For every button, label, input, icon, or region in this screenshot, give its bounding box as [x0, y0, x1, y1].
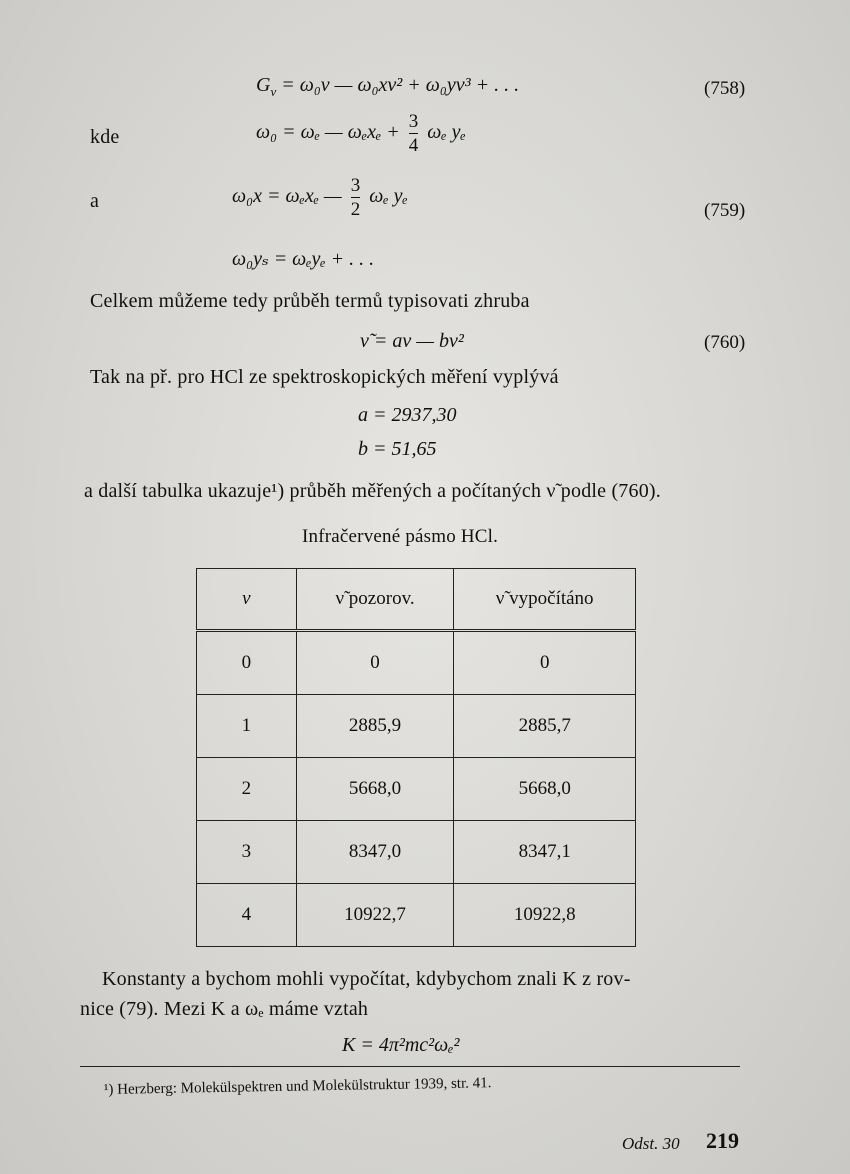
paragraph-table-intro: a další tabulka ukazuje¹) průběh měřených a počítaných ν̃ podle (760).	[84, 480, 661, 502]
cell-calculated: 5668,0	[454, 758, 636, 821]
equation-number-758: (758)	[704, 78, 746, 99]
cell-v: 0	[197, 631, 297, 695]
fraction-three-quarters: $\frac{3}{4}$	[408, 111, 419, 156]
equation-number-760: (760)	[704, 332, 746, 353]
cell-v: 4	[197, 884, 297, 947]
cell-calculated: 8347,1	[454, 821, 636, 884]
table-row	[197, 631, 636, 695]
cell-v: 2	[197, 758, 297, 821]
a-value: a = 2937,30	[358, 404, 457, 426]
cell-calculated: 2885,7	[454, 695, 636, 758]
cell-v: 1	[197, 695, 297, 758]
cell-observed: 8347,0	[296, 821, 454, 884]
table-header-row	[197, 569, 636, 631]
cell-calculated: 10922,8	[454, 884, 636, 947]
cell-observed: 0	[296, 631, 454, 695]
k-formula: K = 4π²mc²ωₑ²	[342, 1034, 460, 1056]
table-row	[197, 884, 636, 947]
infrared-band-table	[196, 568, 636, 947]
cell-v: 3	[197, 821, 297, 884]
omega-y-equation: ω₀yₛ = ωₑyₑ + . . .	[232, 248, 375, 270]
table-row	[197, 695, 636, 758]
section-reference: Odst. 30	[622, 1134, 680, 1153]
header-observed: ν̃ pozorov.	[296, 569, 454, 631]
paragraph-constants-line1: Konstanty a bychom mohli vypočítat, kdybychom znali K z rov-	[102, 968, 631, 990]
paragraph-hcl: Tak na př. pro HCl ze spektroskopických měření vyplývá	[90, 366, 559, 388]
footnote: ¹) Herzberg: Molekülspektren und Molekülstruktur 1939, str. 41.	[103, 1075, 492, 1098]
kde-label: kde	[90, 126, 120, 148]
paragraph-constants-line2: nice (79). Mezi K a ωₑ máme vztah	[80, 998, 369, 1020]
paragraph-terms: Celkem můžeme tedy průběh termů typisovati zhruba	[90, 290, 530, 312]
table-caption: Infračervené pásmo HCl.	[302, 526, 499, 547]
header-calculated: ν̃ vypočítáno	[454, 569, 636, 631]
header-v: v	[197, 569, 297, 631]
equation-760: ν̃ = av — bv²	[360, 330, 464, 352]
cell-observed: 2885,9	[296, 695, 454, 758]
table-row	[197, 821, 636, 884]
equation-758: $G_v = \omega_0v$ — ω₀xv² + ω₀yv³ + . . .	[256, 74, 520, 99]
fraction-three-halves: $\frac{3}{2}$	[350, 175, 361, 220]
omega0-equation: ω₀ = ωₑ — ωₑxₑ + $\frac{3}{4}$ ωₑ yₑ	[256, 111, 466, 156]
b-value: b = 51,65	[358, 438, 437, 460]
cell-calculated: 0	[454, 631, 636, 695]
a-label: a	[90, 190, 100, 212]
cell-observed: 10922,7	[296, 884, 454, 947]
footnote-divider	[80, 1066, 740, 1067]
cell-observed: 5668,0	[296, 758, 454, 821]
table-row	[197, 758, 636, 821]
equation-number-759: (759)	[704, 200, 746, 221]
equation-759: ω₀x = ωₑxₑ — $\frac{3}{2}$ ωₑ yₑ	[232, 175, 408, 220]
page-number: 219	[706, 1128, 739, 1153]
